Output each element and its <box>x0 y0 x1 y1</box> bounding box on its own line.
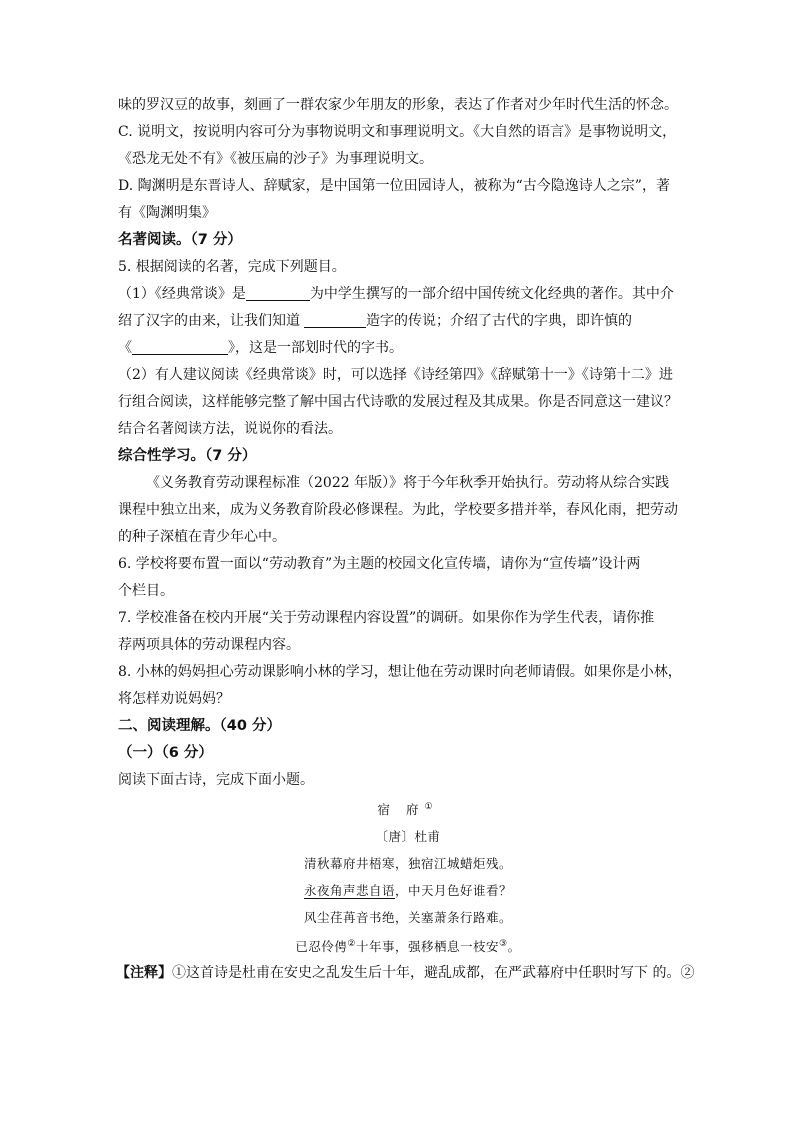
poem-line: 风尘荏苒音书绝，关塞萧条行路难。 <box>303 910 512 926</box>
text-line: 行组合阅读，这样能够完整了解中国古代诗歌的发展过程及其成果。你是否同意这一建议？ <box>118 394 678 410</box>
option-c-line: C. 说明文，按说明内容可分为事物说明文和事理说明文。《大自然的语言》是事物说明文， <box>118 124 677 140</box>
text-fragment: 《 <box>118 340 132 356</box>
poem-fragment: 。 <box>507 939 521 955</box>
footnote-mark: ③ <box>499 939 508 950</box>
underlined-phrase: 永夜角声悲自语 <box>303 883 395 899</box>
poem-title-text: 宿 府 <box>377 802 425 818</box>
text-line: 有《陶渊明集》 <box>118 205 216 221</box>
text-line: 味的罗汉豆的故事，刻画了一群农家少年朋友的形象，表达了作者对少年时代生活的怀念。 <box>118 97 678 113</box>
footnote-mark: ② <box>347 939 356 950</box>
annotation-line <box>116 960 698 987</box>
text-line: 将怎样劝说妈妈？ <box>118 691 230 707</box>
poem-fragment: 已忍伶俜 <box>295 939 348 955</box>
part-2-heading: 二、阅读理解。（40 分） <box>118 718 281 734</box>
document-page <box>118 92 698 987</box>
answer-blank[interactable] <box>132 338 228 355</box>
poem-fragment: 十年事，强移栖息一枝安 <box>355 939 499 955</box>
text-line: 结合名著阅读方法，说说你的看法。 <box>118 421 342 437</box>
question-6: 6. 学校将要布置一面以“劳动教育”为主题的校园文化宣传墙，请你为“宣传墙”设计两 <box>118 556 641 572</box>
poem-title <box>118 794 698 823</box>
text-fragment: （1）《经典常谈》是 <box>118 286 246 302</box>
subsection-heading: （一）（6 分） <box>118 745 213 761</box>
section-heading-classics: 名著阅读。（7 分） <box>118 232 242 248</box>
question-5: 5. 根据阅读的名著，完成下列题目。 <box>118 259 346 275</box>
answer-blank[interactable] <box>304 311 366 328</box>
text-line: 荐两项具体的劳动课程内容。 <box>118 637 300 653</box>
poem-fragment: ，中天月色好谁看？ <box>395 883 513 899</box>
question-5-part-1 <box>118 335 698 362</box>
text-line: 课程中独立出来，成为义务教育阶段必修课程。为此，学校要多措并举，春风化雨，把劳动 <box>118 502 678 518</box>
poem-line: 清秋幕府井梧寒，独宿江城蜡炬残。 <box>303 856 512 872</box>
text-line: 《恐龙无处不有》《被压扁的沙子》为事理说明文。 <box>118 151 433 167</box>
text-fragment: 造字的传说；介绍了古代的字典，即许慎的 <box>366 313 632 329</box>
question-5-part-1 <box>118 308 698 335</box>
option-d-line: D. 陶渊明是东晋诗人、辞赋家，是中国第一位田园诗人，被称为“古今隐逸诗人之宗”，著 <box>118 178 670 194</box>
text-fragment: 》，这是一部划时代的字书。 <box>228 340 403 356</box>
section-heading-comprehensive: 综合性学习。（7 分） <box>118 448 257 464</box>
intro-paragraph: 《义务教育劳动课程标准（2022 年版）》将于今年秋季开始执行。劳动将从综合实践 <box>146 475 670 491</box>
annotation-text: ①这首诗是杜甫在安史之乱发生后十年，避乱成都，在严武幕府中任职时写下 的。② <box>172 965 695 982</box>
poem-author: 〔唐〕杜甫 <box>375 829 441 845</box>
text-fragment: 为中学生撰写的一部介绍中国传统文化经典的著作。其中介 <box>309 286 674 302</box>
question-7: 7. 学校准备在校内开展“关于劳动课程内容设置”的调研。如果你作为学生代表，请你推 <box>118 610 655 626</box>
annotation-label: 【注释】 <box>116 965 172 982</box>
question-8: 8. 小林的妈妈担心劳动课影响小林的学习，想让他在劳动课时向老师请假。如果你是小林， <box>118 664 682 680</box>
instruction-line: 阅读下面古诗，完成下面小题。 <box>118 772 314 788</box>
question-5-part-2: （2）有人建议阅读《经典常谈》时，可以选择《诗经第四》《辞赋第十一》《诗第十二》进 <box>118 367 673 383</box>
footnote-mark: ① <box>424 802 439 812</box>
poem-line <box>118 877 698 904</box>
poem-line <box>118 931 698 960</box>
text-fragment: 绍了汉字的由来，让我们知道 <box>118 313 300 329</box>
text-line: 个栏目。 <box>118 583 174 599</box>
text-line: 的种子深植在青少年心中。 <box>118 529 286 545</box>
answer-blank[interactable] <box>246 284 310 301</box>
question-5-part-1 <box>118 281 698 308</box>
